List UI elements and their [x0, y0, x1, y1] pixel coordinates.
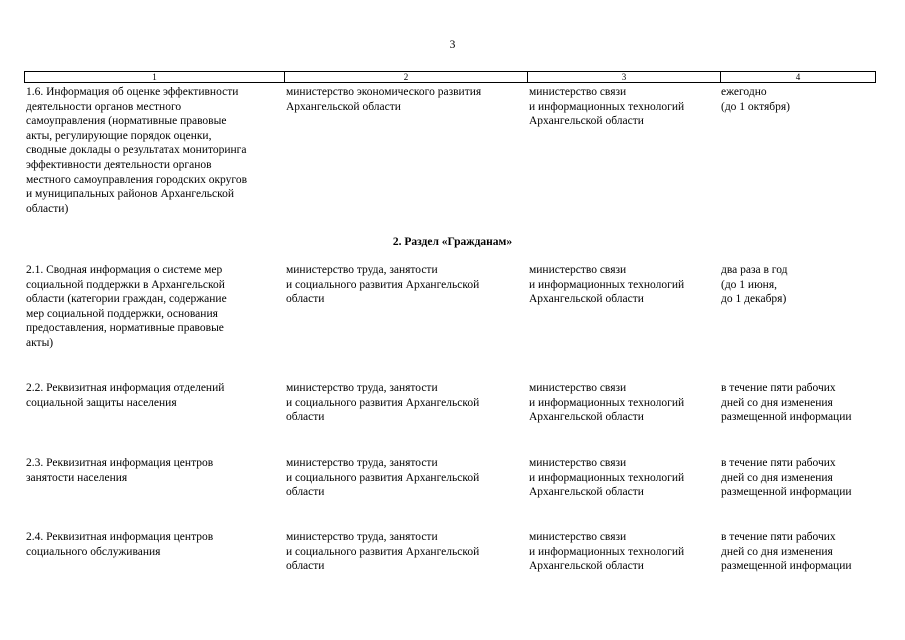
column-header-4: 4	[720, 72, 875, 82]
row-1-6-publisher: министерство связи и информационных технологий Архангельской области	[529, 86, 685, 128]
row-2-2-publisher: министерство связи и информационных технологий Архангельской области	[529, 382, 685, 424]
row-2-1-deadline: два раза в год (до 1 июня, до 1 декабря)	[721, 264, 788, 306]
row-1-6-information: 1.6. Информация об оценке эффективности деятельности органов местного самоуправления (нормативные правовые акты, регулирующие порядок оценки, сводные доклады о результатах мониторинга эффективности деятельности органов местного самоуправления городских округов и муниципальных районов Архангельской области)	[26, 86, 248, 215]
row-2-3-information: 2.3. Реквизитная информация центров занятости населения	[26, 457, 214, 484]
row-2-3-publisher: министерство связи и информационных технологий Архангельской области	[529, 457, 685, 499]
row-1-6-responsible: министерство экономического развития Архангельской области	[286, 86, 482, 113]
row-2-2-deadline: в течение пяти рабочих дней со дня изменения размещенной информации	[721, 382, 852, 424]
row-2-3-deadline: в течение пяти рабочих дней со дня изменения размещенной информации	[721, 457, 852, 499]
row-2-2-responsible: министерство труда, занятости и социального развития Архангельской области	[286, 382, 480, 424]
row-2-4-information: 2.4. Реквизитная информация центров социального обслуживания	[26, 531, 214, 558]
section-title: 2. Раздел «Гражданам»	[392, 236, 513, 248]
row-2-1-information: 2.1. Сводная информация о системе мер социальной поддержки в Архангельской области (категории граждан, содержание мер социальной поддержки, основания предоставления, нормативные правовые акты)	[26, 264, 227, 349]
row-2-1-responsible: министерство труда, занятости и социального развития Архангельской области	[286, 264, 480, 306]
row-2-2-information: 2.2. Реквизитная информация отделений социальной защиты населения	[26, 382, 225, 409]
column-header-2: 2	[284, 72, 527, 82]
row-1-6-deadline: ежегодно (до 1 октября)	[721, 86, 790, 113]
row-2-4-deadline: в течение пяти рабочих дней со дня изменения размещенной информации	[721, 531, 852, 573]
row-2-1-publisher: министерство связи и информационных технологий Архангельской области	[529, 264, 685, 306]
row-2-4-publisher: министерство связи и информационных технологий Архангельской области	[529, 531, 685, 573]
table-header-row	[24, 71, 876, 83]
row-2-4-responsible: министерство труда, занятости и социального развития Архангельской области	[286, 531, 480, 573]
page-number: 3	[449, 39, 456, 51]
column-header-3: 3	[527, 72, 720, 82]
column-header-1: 1	[152, 72, 157, 82]
row-2-3-responsible: министерство труда, занятости и социального развития Архангельской области	[286, 457, 480, 499]
